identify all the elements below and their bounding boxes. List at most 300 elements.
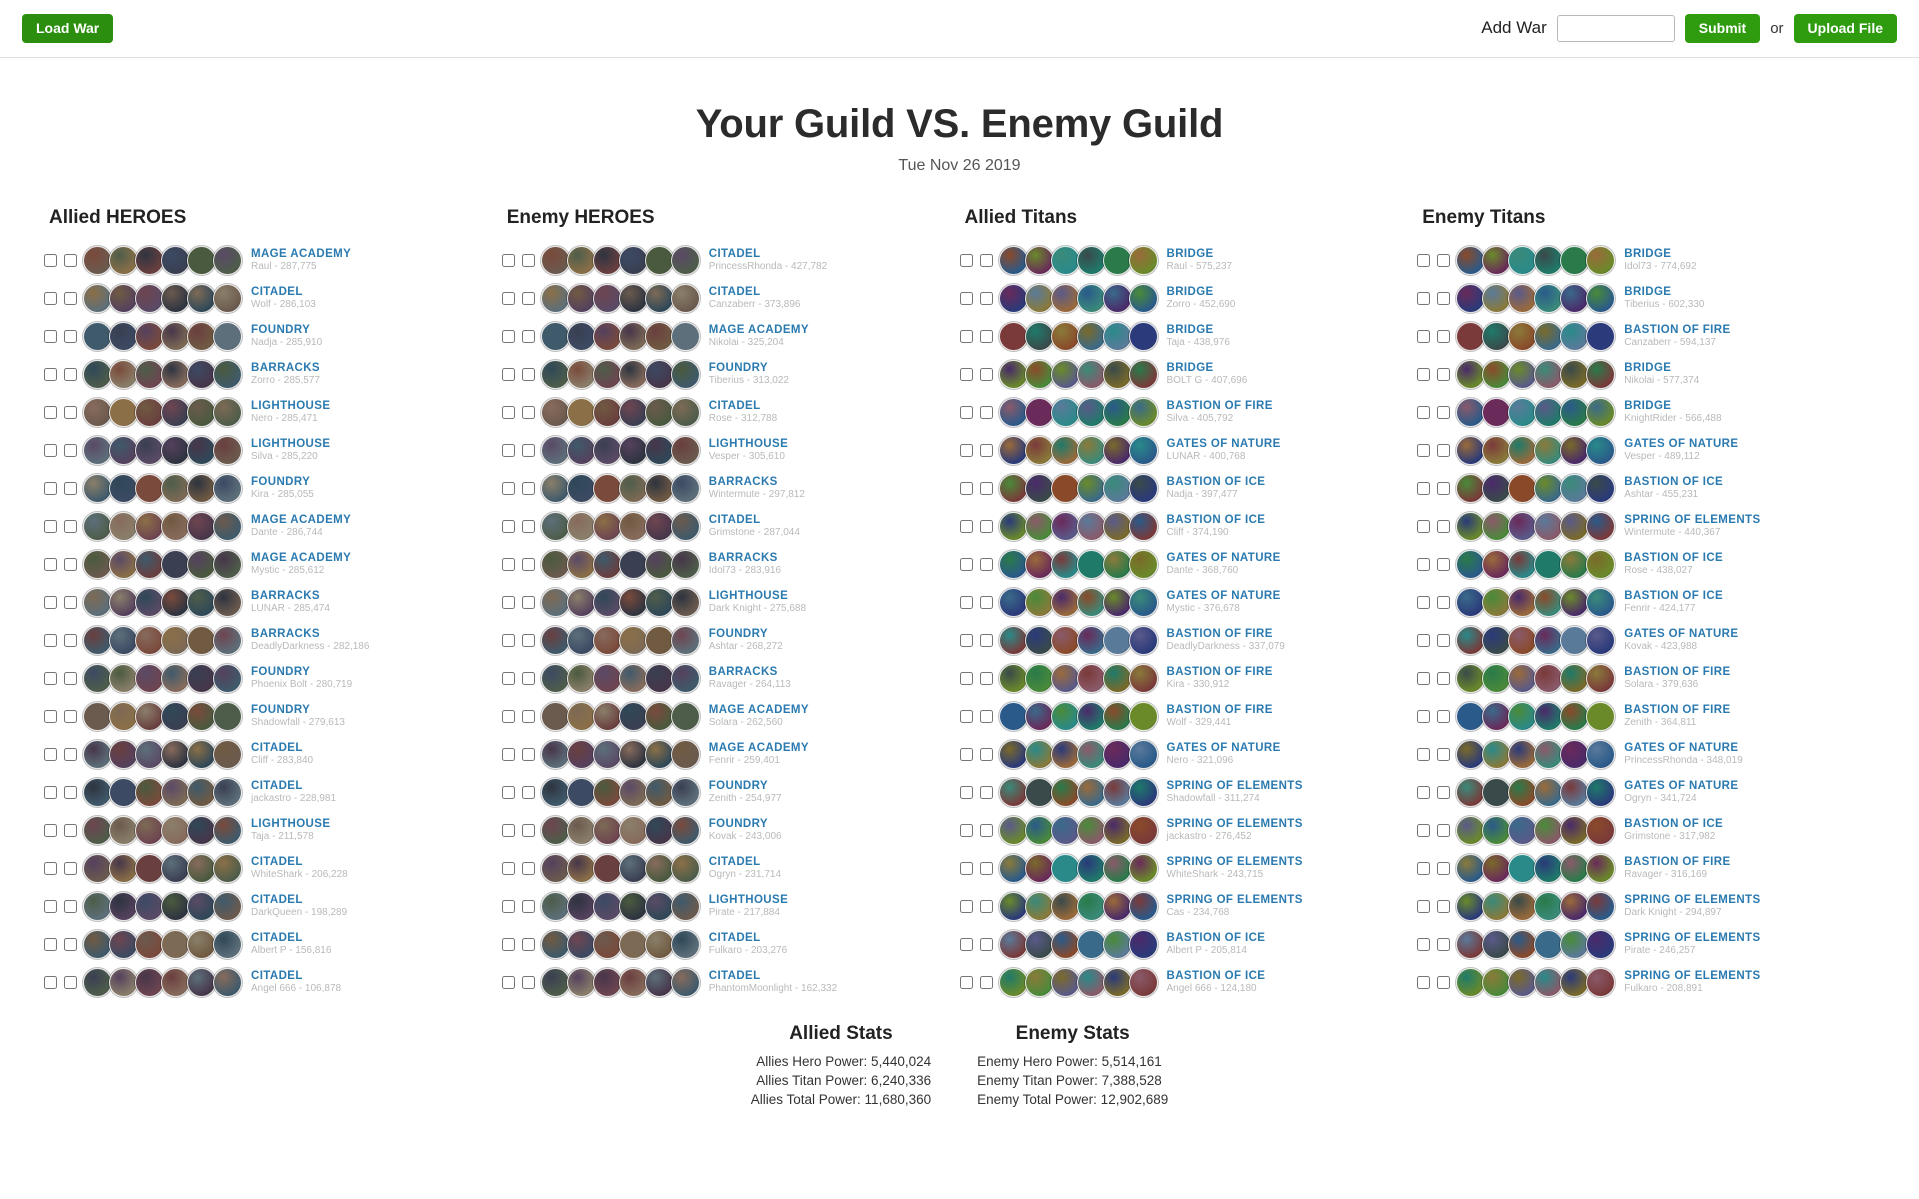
roster-row[interactable] <box>502 849 960 887</box>
castle-label[interactable]: SPRING OF ELEMENTS <box>1166 855 1303 868</box>
row-select-checkbox[interactable] <box>1417 482 1430 495</box>
castle-label[interactable]: GATES OF NATURE <box>1624 779 1739 792</box>
roster-row[interactable] <box>960 811 1418 849</box>
castle-label[interactable]: CITADEL <box>708 969 761 982</box>
row-mark-checkbox[interactable] <box>64 786 77 799</box>
castle-label[interactable]: CITADEL <box>251 855 303 868</box>
row-mark-checkbox[interactable] <box>980 254 993 267</box>
row-mark-checkbox[interactable] <box>1437 254 1450 267</box>
roster-row[interactable] <box>44 849 502 887</box>
row-select-checkbox[interactable] <box>960 748 973 761</box>
row-mark-checkbox[interactable] <box>522 406 535 419</box>
roster-row[interactable] <box>960 925 1418 963</box>
roster-row[interactable] <box>502 279 960 317</box>
castle-label[interactable]: BASTION OF ICE <box>1166 969 1266 982</box>
row-mark-checkbox[interactable] <box>522 938 535 951</box>
roster-row[interactable] <box>960 887 1418 925</box>
row-mark-checkbox[interactable] <box>1437 520 1450 533</box>
row-mark-checkbox[interactable] <box>522 254 535 267</box>
row-select-checkbox[interactable] <box>44 368 57 381</box>
row-mark-checkbox[interactable] <box>1437 368 1450 381</box>
row-select-checkbox[interactable] <box>960 292 973 305</box>
roster-row[interactable] <box>44 431 502 469</box>
row-select-checkbox[interactable] <box>44 824 57 837</box>
row-mark-checkbox[interactable] <box>64 710 77 723</box>
row-mark-checkbox[interactable] <box>1437 824 1450 837</box>
row-mark-checkbox[interactable] <box>980 596 993 609</box>
roster-row[interactable] <box>960 317 1418 355</box>
row-mark-checkbox[interactable] <box>980 938 993 951</box>
row-select-checkbox[interactable] <box>1417 786 1430 799</box>
row-select-checkbox[interactable] <box>502 938 515 951</box>
row-select-checkbox[interactable] <box>960 862 973 875</box>
castle-label[interactable]: BRIDGE <box>1624 399 1672 412</box>
castle-label[interactable]: GATES OF NATURE <box>1166 437 1281 450</box>
roster-row[interactable] <box>502 773 960 811</box>
roster-row[interactable] <box>44 545 502 583</box>
row-mark-checkbox[interactable] <box>1437 748 1450 761</box>
roster-row[interactable] <box>960 279 1418 317</box>
castle-label[interactable]: MAGE ACADEMY <box>251 551 352 564</box>
roster-row[interactable] <box>960 849 1418 887</box>
roster-row[interactable] <box>960 773 1418 811</box>
row-mark-checkbox[interactable] <box>980 558 993 571</box>
row-select-checkbox[interactable] <box>44 330 57 343</box>
row-select-checkbox[interactable] <box>1417 900 1430 913</box>
row-select-checkbox[interactable] <box>960 976 973 989</box>
row-mark-checkbox[interactable] <box>64 634 77 647</box>
row-select-checkbox[interactable] <box>502 634 515 647</box>
row-select-checkbox[interactable] <box>502 520 515 533</box>
row-select-checkbox[interactable] <box>44 482 57 495</box>
castle-label[interactable]: SPRING OF ELEMENTS <box>1624 969 1761 982</box>
castle-label[interactable]: BRIDGE <box>1624 285 1672 298</box>
castle-label[interactable]: BARRACKS <box>708 665 778 678</box>
castle-label[interactable]: BASTION OF ICE <box>1624 551 1724 564</box>
roster-row[interactable] <box>44 963 502 1001</box>
row-mark-checkbox[interactable] <box>64 254 77 267</box>
row-select-checkbox[interactable] <box>1417 520 1430 533</box>
roster-row[interactable] <box>44 355 502 393</box>
row-select-checkbox[interactable] <box>44 254 57 267</box>
row-mark-checkbox[interactable] <box>64 900 77 913</box>
row-select-checkbox[interactable] <box>960 444 973 457</box>
castle-label[interactable]: MAGE ACADEMY <box>251 513 352 526</box>
row-mark-checkbox[interactable] <box>980 710 993 723</box>
roster-row[interactable] <box>960 963 1418 1001</box>
castle-label[interactable]: SPRING OF ELEMENTS <box>1166 817 1303 830</box>
row-mark-checkbox[interactable] <box>980 482 993 495</box>
row-select-checkbox[interactable] <box>960 558 973 571</box>
row-mark-checkbox[interactable] <box>980 520 993 533</box>
roster-row[interactable] <box>502 583 960 621</box>
row-mark-checkbox[interactable] <box>980 406 993 419</box>
row-select-checkbox[interactable] <box>1417 634 1430 647</box>
row-select-checkbox[interactable] <box>502 406 515 419</box>
row-select-checkbox[interactable] <box>502 368 515 381</box>
roster-row[interactable] <box>502 659 960 697</box>
row-select-checkbox[interactable] <box>502 558 515 571</box>
row-mark-checkbox[interactable] <box>64 862 77 875</box>
castle-label[interactable]: BASTION OF FIRE <box>1166 399 1273 412</box>
castle-label[interactable]: BASTION OF ICE <box>1166 513 1266 526</box>
row-mark-checkbox[interactable] <box>64 596 77 609</box>
row-mark-checkbox[interactable] <box>522 292 535 305</box>
castle-label[interactable]: SPRING OF ELEMENTS <box>1166 893 1303 906</box>
row-select-checkbox[interactable] <box>960 596 973 609</box>
row-mark-checkbox[interactable] <box>64 482 77 495</box>
row-mark-checkbox[interactable] <box>522 976 535 989</box>
roster-row[interactable] <box>44 735 502 773</box>
roster-row[interactable] <box>1417 773 1875 811</box>
castle-label[interactable]: BASTION OF ICE <box>1624 817 1724 830</box>
castle-label[interactable]: CITADEL <box>708 247 761 260</box>
row-mark-checkbox[interactable] <box>1437 558 1450 571</box>
row-select-checkbox[interactable] <box>1417 862 1430 875</box>
roster-row[interactable] <box>44 393 502 431</box>
row-mark-checkbox[interactable] <box>1437 292 1450 305</box>
castle-label[interactable]: BARRACKS <box>708 551 778 564</box>
roster-row[interactable] <box>502 735 960 773</box>
row-select-checkbox[interactable] <box>44 786 57 799</box>
row-select-checkbox[interactable] <box>1417 824 1430 837</box>
row-mark-checkbox[interactable] <box>1437 862 1450 875</box>
castle-label[interactable]: BASTION OF FIRE <box>1624 323 1731 336</box>
roster-row[interactable] <box>1417 469 1875 507</box>
roster-row[interactable] <box>960 697 1418 735</box>
castle-label[interactable]: BASTION OF ICE <box>1624 589 1724 602</box>
roster-row[interactable] <box>960 621 1418 659</box>
castle-label[interactable]: BRIDGE <box>1166 361 1214 374</box>
roster-row[interactable] <box>960 393 1418 431</box>
castle-label[interactable]: GATES OF NATURE <box>1166 551 1281 564</box>
roster-row[interactable] <box>502 393 960 431</box>
castle-label[interactable]: LIGHTHOUSE <box>708 589 789 602</box>
row-mark-checkbox[interactable] <box>64 558 77 571</box>
row-mark-checkbox[interactable] <box>522 672 535 685</box>
row-select-checkbox[interactable] <box>1417 368 1430 381</box>
castle-label[interactable]: BASTION OF FIRE <box>1624 665 1731 678</box>
roster-row[interactable] <box>1417 925 1875 963</box>
castle-label[interactable]: BRIDGE <box>1166 285 1214 298</box>
castle-label[interactable]: BRIDGE <box>1166 323 1214 336</box>
roster-row[interactable] <box>960 355 1418 393</box>
roster-row[interactable] <box>1417 279 1875 317</box>
add-war-input[interactable] <box>1557 15 1675 42</box>
castle-label[interactable]: BASTION OF FIRE <box>1166 627 1273 640</box>
row-mark-checkbox[interactable] <box>64 976 77 989</box>
row-mark-checkbox[interactable] <box>522 786 535 799</box>
row-mark-checkbox[interactable] <box>980 976 993 989</box>
roster-row[interactable] <box>960 545 1418 583</box>
roster-row[interactable] <box>44 697 502 735</box>
row-select-checkbox[interactable] <box>1417 976 1430 989</box>
roster-row[interactable] <box>44 621 502 659</box>
row-mark-checkbox[interactable] <box>522 634 535 647</box>
roster-row[interactable] <box>502 545 960 583</box>
row-mark-checkbox[interactable] <box>1437 330 1450 343</box>
row-select-checkbox[interactable] <box>502 862 515 875</box>
row-select-checkbox[interactable] <box>502 596 515 609</box>
roster-row[interactable] <box>502 925 960 963</box>
roster-row[interactable] <box>502 241 960 279</box>
row-mark-checkbox[interactable] <box>1437 900 1450 913</box>
row-select-checkbox[interactable] <box>44 900 57 913</box>
row-select-checkbox[interactable] <box>1417 672 1430 685</box>
castle-label[interactable]: FOUNDRY <box>708 817 768 830</box>
row-select-checkbox[interactable] <box>502 330 515 343</box>
roster-row[interactable] <box>502 431 960 469</box>
roster-row[interactable] <box>1417 431 1875 469</box>
row-select-checkbox[interactable] <box>960 710 973 723</box>
row-mark-checkbox[interactable] <box>980 368 993 381</box>
castle-label[interactable]: CITADEL <box>708 399 761 412</box>
roster-row[interactable] <box>502 887 960 925</box>
roster-row[interactable] <box>502 355 960 393</box>
castle-label[interactable]: CITADEL <box>251 741 303 754</box>
row-mark-checkbox[interactable] <box>522 900 535 913</box>
castle-label[interactable]: BASTION OF FIRE <box>1166 703 1273 716</box>
row-mark-checkbox[interactable] <box>64 368 77 381</box>
row-select-checkbox[interactable] <box>502 786 515 799</box>
roster-row[interactable] <box>502 697 960 735</box>
row-mark-checkbox[interactable] <box>64 406 77 419</box>
row-mark-checkbox[interactable] <box>64 330 77 343</box>
roster-row[interactable] <box>44 811 502 849</box>
roster-row[interactable] <box>44 469 502 507</box>
castle-label[interactable]: BRIDGE <box>1624 361 1672 374</box>
castle-label[interactable]: LIGHTHOUSE <box>251 817 331 830</box>
row-select-checkbox[interactable] <box>502 292 515 305</box>
castle-label[interactable]: BASTION OF FIRE <box>1624 855 1731 868</box>
row-mark-checkbox[interactable] <box>1437 596 1450 609</box>
row-select-checkbox[interactable] <box>1417 254 1430 267</box>
castle-label[interactable]: BARRACKS <box>251 589 321 602</box>
roster-row[interactable] <box>1417 887 1875 925</box>
castle-label[interactable]: SPRING OF ELEMENTS <box>1624 513 1761 526</box>
row-select-checkbox[interactable] <box>44 938 57 951</box>
row-mark-checkbox[interactable] <box>522 520 535 533</box>
castle-label[interactable]: CITADEL <box>251 285 303 298</box>
row-mark-checkbox[interactable] <box>64 672 77 685</box>
roster-row[interactable] <box>502 811 960 849</box>
row-mark-checkbox[interactable] <box>980 444 993 457</box>
roster-row[interactable] <box>1417 811 1875 849</box>
roster-row[interactable] <box>502 963 960 1001</box>
row-mark-checkbox[interactable] <box>1437 672 1450 685</box>
row-select-checkbox[interactable] <box>960 634 973 647</box>
roster-row[interactable] <box>502 507 960 545</box>
roster-row[interactable] <box>960 507 1418 545</box>
castle-label[interactable]: MAGE ACADEMY <box>708 323 809 336</box>
roster-row[interactable] <box>44 507 502 545</box>
row-select-checkbox[interactable] <box>1417 444 1430 457</box>
row-select-checkbox[interactable] <box>1417 406 1430 419</box>
row-mark-checkbox[interactable] <box>1437 976 1450 989</box>
row-mark-checkbox[interactable] <box>980 672 993 685</box>
roster-row[interactable] <box>960 659 1418 697</box>
row-select-checkbox[interactable] <box>960 254 973 267</box>
castle-label[interactable]: GATES OF NATURE <box>1624 741 1739 754</box>
row-mark-checkbox[interactable] <box>522 862 535 875</box>
row-select-checkbox[interactable] <box>1417 292 1430 305</box>
upload-file-button[interactable]: Upload File <box>1794 14 1897 43</box>
row-mark-checkbox[interactable] <box>522 482 535 495</box>
castle-label[interactable]: FOUNDRY <box>251 475 311 488</box>
row-select-checkbox[interactable] <box>960 786 973 799</box>
row-select-checkbox[interactable] <box>502 900 515 913</box>
row-select-checkbox[interactable] <box>44 710 57 723</box>
load-war-button[interactable]: Load War <box>22 14 113 43</box>
row-mark-checkbox[interactable] <box>64 292 77 305</box>
roster-row[interactable] <box>502 469 960 507</box>
castle-label[interactable]: LIGHTHOUSE <box>708 437 789 450</box>
row-mark-checkbox[interactable] <box>1437 786 1450 799</box>
roster-row[interactable] <box>1417 241 1875 279</box>
roster-row[interactable] <box>960 469 1418 507</box>
castle-label[interactable]: BASTION OF ICE <box>1624 475 1724 488</box>
castle-label[interactable]: SPRING OF ELEMENTS <box>1166 779 1303 792</box>
row-select-checkbox[interactable] <box>44 406 57 419</box>
roster-row[interactable] <box>960 241 1418 279</box>
row-select-checkbox[interactable] <box>502 254 515 267</box>
roster-row[interactable] <box>960 583 1418 621</box>
roster-row[interactable] <box>44 241 502 279</box>
row-mark-checkbox[interactable] <box>522 824 535 837</box>
row-mark-checkbox[interactable] <box>980 900 993 913</box>
row-select-checkbox[interactable] <box>960 482 973 495</box>
row-select-checkbox[interactable] <box>1417 596 1430 609</box>
castle-label[interactable]: FOUNDRY <box>251 703 311 716</box>
castle-label[interactable]: GATES OF NATURE <box>1624 627 1739 640</box>
row-select-checkbox[interactable] <box>502 748 515 761</box>
row-select-checkbox[interactable] <box>960 824 973 837</box>
row-select-checkbox[interactable] <box>960 368 973 381</box>
roster-row[interactable] <box>960 735 1418 773</box>
row-select-checkbox[interactable] <box>1417 558 1430 571</box>
roster-row[interactable] <box>1417 317 1875 355</box>
castle-label[interactable]: CITADEL <box>251 893 303 906</box>
castle-label[interactable]: BASTION OF ICE <box>1166 931 1266 944</box>
castle-label[interactable]: CITADEL <box>708 513 761 526</box>
castle-label[interactable]: FOUNDRY <box>708 361 768 374</box>
castle-label[interactable]: FOUNDRY <box>251 323 311 336</box>
roster-row[interactable] <box>1417 697 1875 735</box>
castle-label[interactable]: CITADEL <box>708 285 761 298</box>
roster-row[interactable] <box>502 317 960 355</box>
row-select-checkbox[interactable] <box>44 596 57 609</box>
row-select-checkbox[interactable] <box>1417 330 1430 343</box>
castle-label[interactable]: CITADEL <box>708 931 761 944</box>
castle-label[interactable]: BRIDGE <box>1624 247 1672 260</box>
castle-label[interactable]: MAGE ACADEMY <box>251 247 352 260</box>
roster-row[interactable] <box>1417 355 1875 393</box>
submit-button[interactable]: Submit <box>1685 14 1760 43</box>
row-select-checkbox[interactable] <box>44 558 57 571</box>
row-select-checkbox[interactable] <box>44 634 57 647</box>
row-mark-checkbox[interactable] <box>1437 406 1450 419</box>
castle-label[interactable]: BASTION OF FIRE <box>1166 665 1273 678</box>
row-select-checkbox[interactable] <box>960 520 973 533</box>
row-select-checkbox[interactable] <box>44 976 57 989</box>
row-select-checkbox[interactable] <box>502 710 515 723</box>
row-mark-checkbox[interactable] <box>522 748 535 761</box>
roster-row[interactable] <box>1417 545 1875 583</box>
row-mark-checkbox[interactable] <box>980 862 993 875</box>
castle-label[interactable]: FOUNDRY <box>708 779 768 792</box>
row-select-checkbox[interactable] <box>502 672 515 685</box>
castle-label[interactable]: BARRACKS <box>251 627 321 640</box>
roster-row[interactable] <box>1417 507 1875 545</box>
row-mark-checkbox[interactable] <box>1437 634 1450 647</box>
row-select-checkbox[interactable] <box>44 748 57 761</box>
castle-label[interactable]: BARRACKS <box>251 361 321 374</box>
castle-label[interactable]: FOUNDRY <box>251 665 311 678</box>
row-select-checkbox[interactable] <box>960 938 973 951</box>
row-mark-checkbox[interactable] <box>522 444 535 457</box>
row-select-checkbox[interactable] <box>960 672 973 685</box>
row-mark-checkbox[interactable] <box>64 938 77 951</box>
roster-row[interactable] <box>1417 849 1875 887</box>
roster-row[interactable] <box>44 659 502 697</box>
castle-label[interactable]: BASTION OF FIRE <box>1624 703 1731 716</box>
castle-label[interactable]: CITADEL <box>251 969 303 982</box>
roster-row[interactable] <box>44 925 502 963</box>
castle-label[interactable]: MAGE ACADEMY <box>708 703 809 716</box>
castle-label[interactable]: GATES OF NATURE <box>1166 589 1281 602</box>
row-select-checkbox[interactable] <box>44 862 57 875</box>
castle-label[interactable]: LIGHTHOUSE <box>251 437 331 450</box>
row-mark-checkbox[interactable] <box>64 748 77 761</box>
row-select-checkbox[interactable] <box>502 976 515 989</box>
row-select-checkbox[interactable] <box>44 444 57 457</box>
row-select-checkbox[interactable] <box>44 520 57 533</box>
castle-label[interactable]: SPRING OF ELEMENTS <box>1624 893 1761 906</box>
row-select-checkbox[interactable] <box>502 444 515 457</box>
castle-label[interactable]: CITADEL <box>708 855 761 868</box>
row-mark-checkbox[interactable] <box>980 292 993 305</box>
row-mark-checkbox[interactable] <box>64 520 77 533</box>
row-select-checkbox[interactable] <box>502 824 515 837</box>
row-mark-checkbox[interactable] <box>1437 482 1450 495</box>
castle-label[interactable]: CITADEL <box>251 931 303 944</box>
row-select-checkbox[interactable] <box>960 900 973 913</box>
row-mark-checkbox[interactable] <box>1437 444 1450 457</box>
row-select-checkbox[interactable] <box>1417 710 1430 723</box>
row-mark-checkbox[interactable] <box>1437 710 1450 723</box>
roster-row[interactable] <box>1417 393 1875 431</box>
roster-row[interactable] <box>1417 621 1875 659</box>
row-mark-checkbox[interactable] <box>1437 938 1450 951</box>
row-mark-checkbox[interactable] <box>522 558 535 571</box>
row-mark-checkbox[interactable] <box>522 330 535 343</box>
roster-row[interactable] <box>44 773 502 811</box>
row-select-checkbox[interactable] <box>502 482 515 495</box>
roster-row[interactable] <box>44 279 502 317</box>
row-mark-checkbox[interactable] <box>980 748 993 761</box>
roster-row[interactable] <box>1417 583 1875 621</box>
roster-row[interactable] <box>502 621 960 659</box>
row-mark-checkbox[interactable] <box>980 824 993 837</box>
row-select-checkbox[interactable] <box>44 672 57 685</box>
row-mark-checkbox[interactable] <box>980 634 993 647</box>
roster-row[interactable] <box>1417 963 1875 1001</box>
roster-row[interactable] <box>1417 659 1875 697</box>
row-mark-checkbox[interactable] <box>522 368 535 381</box>
row-mark-checkbox[interactable] <box>522 710 535 723</box>
castle-label[interactable]: BASTION OF ICE <box>1166 475 1266 488</box>
roster-row[interactable] <box>960 431 1418 469</box>
